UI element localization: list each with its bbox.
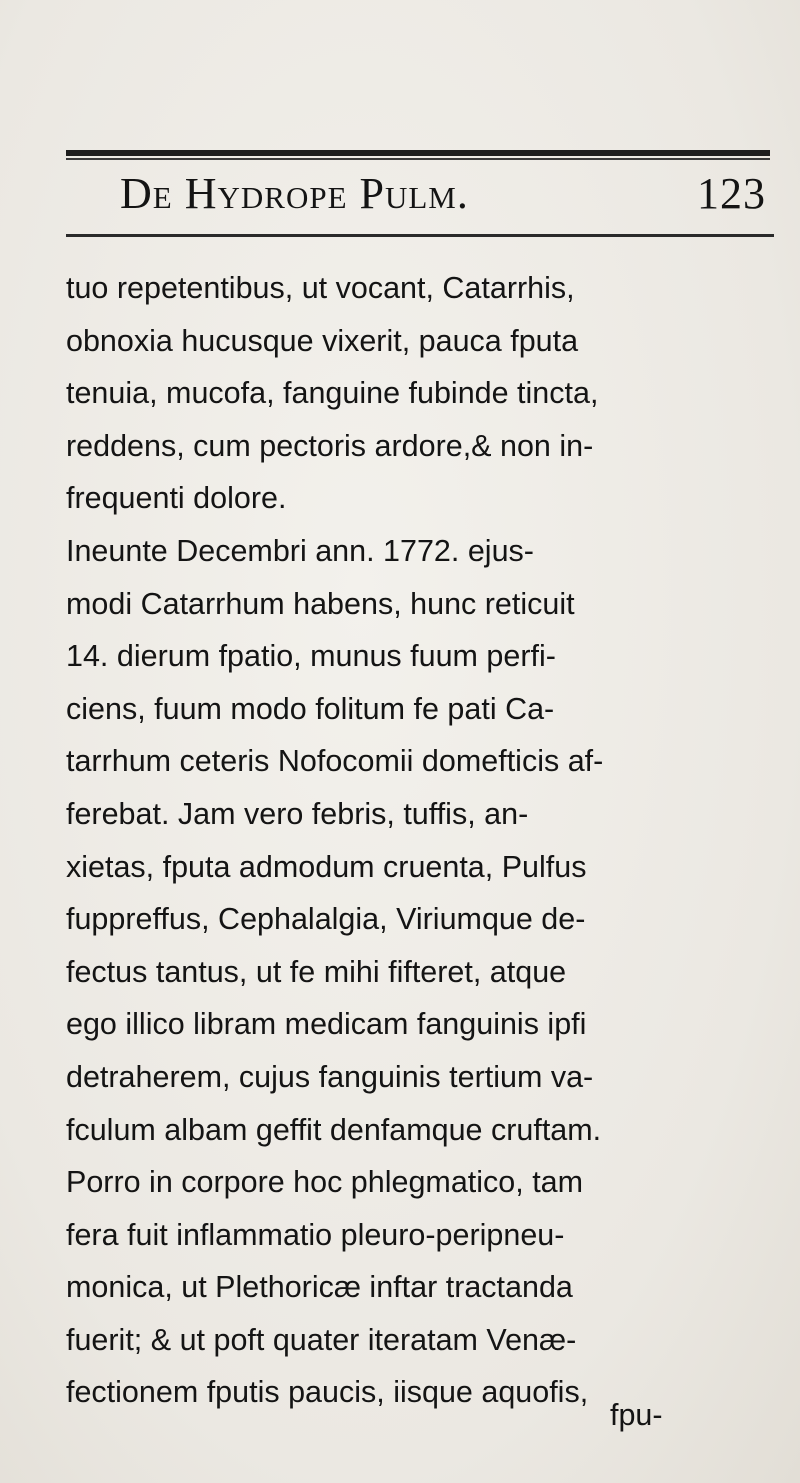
text-line: reddens, cum pectoris ardore,& non in- [66,428,594,463]
text-line: obnoxia hucusque vixerit, pauca fputa [66,323,579,358]
body-text [66,262,786,1419]
text-line: Porro in corpore hoc phlegmatico, tam [66,1165,584,1200]
text-line: xietas, fputa admodum cruenta, Pulfus [66,849,587,884]
header-rule-bottom [66,234,774,237]
text-line: fectionem fputis paucis, iisque aquofis, [66,1375,589,1410]
text-line: tuo repetentibus, ut vocant, Catarrhis, [66,271,575,305]
text-line: ego illico libram medicam fanguinis ipfi [66,1007,587,1042]
text-line: fculum albam geffit denfamque cruftam. [66,1112,602,1147]
text-line: tenuia, mucofa, fanguine fubinde tincta, [66,376,599,411]
text-line: fectus tantus, ut fe mihi fifteret, atque [66,954,567,989]
text-line: modi Catarrhum habens, hunc reticuit [66,586,575,621]
text-line: ferebat. Jam vero febris, tuffis, an- [66,796,529,831]
header-rule-thick [66,150,770,156]
text-line: tarrhum ceteris Nofocomii domefticis af- [66,744,604,779]
header-rule-thin [66,158,770,160]
page-number: 123 [697,169,766,218]
text-line: 14. dierum fpatio, munus fuum perfi- [66,639,556,674]
text-line: detraherem, cujus fanguinis tertium va- [66,1059,594,1094]
text-line: frequenti dolore. [66,481,287,516]
text-line: Ineunte Decembri ann. 1772. ejus- [66,533,534,568]
text-line: ciens, fuum modo folitum fe pati Ca- [66,691,555,726]
text-line: fuppreffus, Cephalalgia, Viriumque de- [66,902,586,937]
text-line: fuerit; & ut poft quater iteratam Venæ- [66,1322,577,1357]
running-head-title: De Hydrope Pulm. [120,169,469,218]
running-head [120,166,780,222]
catchword: fpu- [610,1398,663,1432]
text-line: fera fuit inflammatio pleuro-peripneu- [66,1217,565,1252]
text-line: monica, ut Plethoricæ inftar tractanda [66,1270,573,1305]
